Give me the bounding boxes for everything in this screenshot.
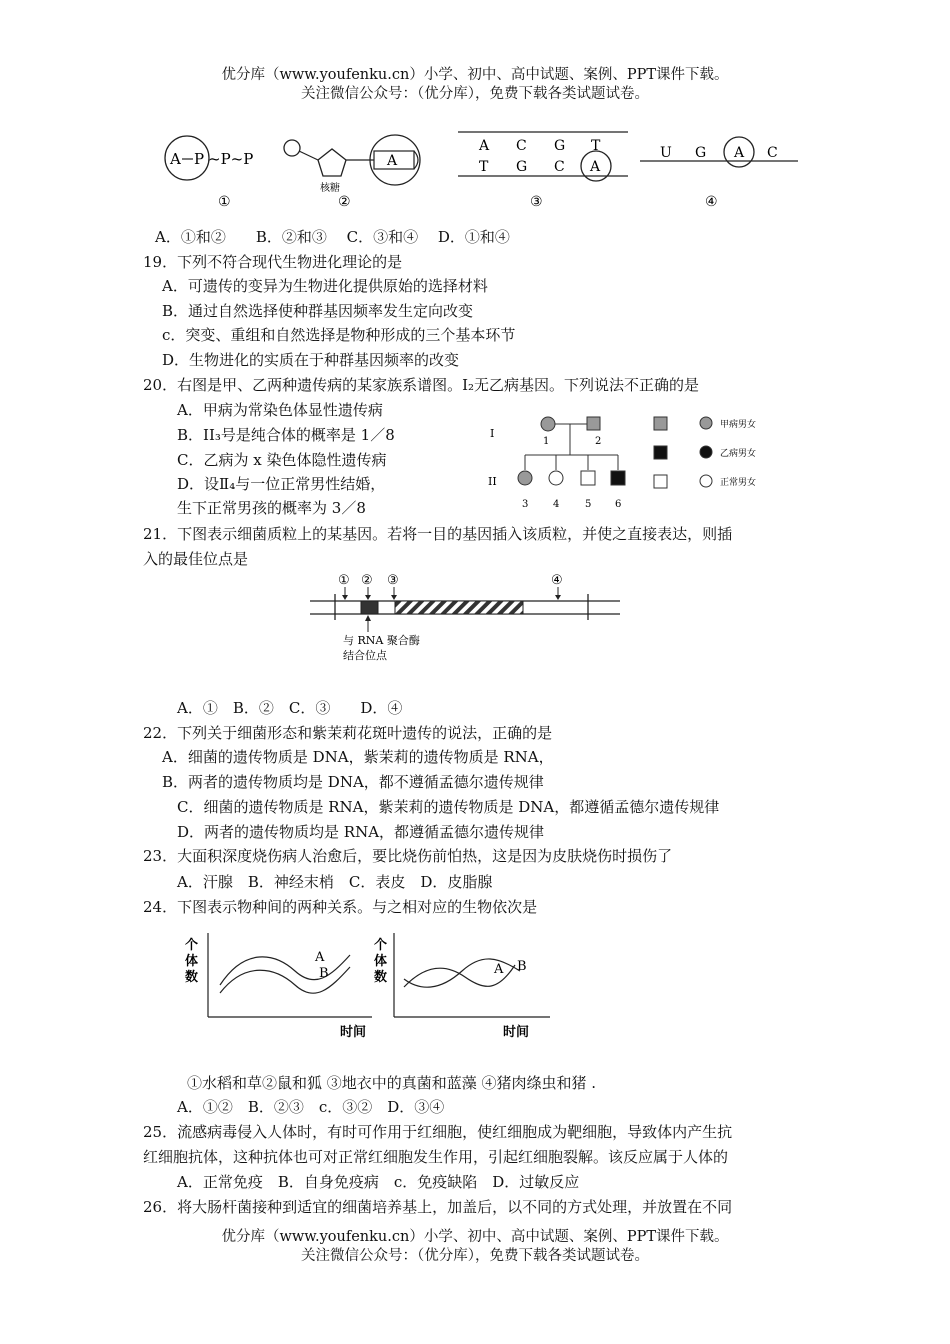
ii5-number: 5	[585, 499, 592, 510]
g1-xlabel: 时间	[340, 1025, 367, 1040]
g1-curve-b	[220, 967, 350, 993]
footer-line-2: 关注微信公众号：（优分库），免费下载各类试题试卷。	[301, 1248, 649, 1264]
gene-coding-region	[395, 601, 523, 614]
legend-normal: 正常男女	[720, 478, 757, 488]
label-3: ③	[530, 194, 543, 210]
ii3-affected-female	[518, 471, 532, 485]
dna-bottom-1: T	[479, 159, 489, 175]
q19-option-a: A．可遗传的变异为生物进化提供原始的选择材料	[162, 277, 488, 295]
ii6-number: 6	[615, 499, 622, 510]
i2-number: 2	[595, 436, 602, 447]
atp-p: P	[194, 150, 205, 168]
ii6-affected-male	[611, 471, 625, 485]
q24-curves-figure	[180, 925, 560, 1045]
ii5-normal-male	[581, 471, 595, 485]
label-4: ④	[705, 194, 718, 210]
q21-stem-line1: 21．下图表示细菌质粒上的某基因。若将一目的基因插入该质粒，并使之直接表达，则插	[143, 525, 733, 543]
g1-label-b: B	[319, 966, 329, 981]
ii3-number: 3	[522, 499, 529, 510]
site-1-mark: ①	[338, 573, 350, 588]
pedigree-chart	[480, 400, 790, 518]
q25-stem-line1: 25．流感病毒侵入人体时，有时可作用于红细胞，使红细胞成为靶细胞，导致体内产生抗	[143, 1123, 733, 1141]
q22-stem: 22．下列关于细菌形态和紫茉莉花斑叶遗传的说法，正确的是	[143, 724, 553, 742]
g2-xlabel: 时间	[503, 1025, 530, 1040]
gen-2-label: II	[488, 475, 497, 488]
q25-stem-line2: 红细胞抗体，这种抗体也可对正常红细胞发生作用，引起红细胞裂解。该反应属于人体的	[143, 1148, 729, 1166]
rna-structure	[640, 137, 798, 210]
dna-top-4: T	[591, 138, 601, 154]
q18-options: A．①和② B．②和③ C．③和④ D．①和④	[155, 228, 510, 246]
dna-bottom-2: G	[516, 159, 528, 175]
nucleotide-structure	[284, 135, 420, 210]
sugar-label: 核糖	[320, 183, 340, 194]
binding-site-label-1: 与 RNA 聚合酶	[343, 634, 420, 647]
g1-label-a: A	[315, 950, 325, 965]
dna-bottom-3: C	[554, 159, 565, 175]
g1-ylabel-3: 数	[185, 970, 199, 985]
dna-top-3: G	[554, 138, 566, 154]
q19-option-c: c．突变、重组和自然选择是物种形成的三个基本环节	[162, 326, 516, 344]
q24-items: ①水稻和草②鼠和狐 ③地衣中的真菌和蓝藻 ④猪肉绦虫和猪 .	[187, 1074, 597, 1092]
rna-2: G	[695, 145, 707, 161]
site-3-mark: ③	[387, 573, 399, 588]
q25-options: A．正常免疫 B．自身免疫病 c．免疫缺陷 D．过敏反应	[177, 1173, 580, 1191]
g2-label-b: B	[517, 959, 527, 974]
dna-structure	[458, 132, 628, 210]
q22-option-d: D．两者的遗传物质均是 RNA，都遵循孟德尔遗传规律	[177, 823, 545, 841]
g1-curve-a	[220, 955, 350, 985]
i1-number: 1	[543, 436, 550, 447]
dna-top-1: A	[479, 138, 490, 154]
legend-yi: 乙病男女	[720, 449, 757, 459]
q19-option-b: B．通过自然选择使种群基因频率发生定向改变	[162, 302, 474, 320]
g2-ylabel-2: 体	[374, 954, 388, 969]
atp-structure	[165, 136, 253, 210]
header-line-1: 优分库（www.youfenku.cn）小学、初中、高中试题、案例、PPT课件下载。	[221, 67, 729, 83]
q20-option-a: A．甲病为常染色体显性遗传病	[177, 401, 383, 419]
rna-4: C	[767, 145, 778, 161]
plasmid-gene-diagram	[305, 568, 625, 668]
q18-figure	[150, 118, 810, 218]
atp-rest: ~P~P	[208, 150, 254, 168]
i1-affected-female	[541, 417, 555, 431]
label-1: ①	[218, 194, 231, 210]
ii4-normal-female	[549, 471, 563, 485]
i2-affected-male	[587, 417, 600, 430]
dna-top-2: C	[516, 138, 527, 154]
q23-options: A．汗腺 B．神经末梢 C．表皮 D．皮脂腺	[177, 873, 493, 891]
q22-option-a: A．细菌的遗传物质是 DNA，紫茉莉的遗传物质是 RNA，	[162, 748, 554, 766]
promoter-block	[361, 601, 378, 614]
q22-option-b: B．两者的遗传物质均是 DNA，都不遵循孟德尔遗传规律	[162, 773, 544, 791]
header-line-2: 关注微信公众号：（优分库），免费下载各类试题试卷。	[301, 86, 649, 102]
rna-3: A	[734, 145, 745, 161]
q20-option-b: B．II₃号是纯合体的概率是 1／8	[177, 426, 395, 444]
legend-jia: 甲病男女	[720, 420, 757, 430]
site-4-mark: ④	[551, 573, 563, 588]
q21-options: A．① B．② C．③ D．④	[177, 699, 403, 717]
nucleotide-base-a: A	[387, 153, 398, 169]
gen-1-label: I	[490, 427, 495, 440]
site-2-mark: ②	[361, 573, 373, 588]
q20-stem: 20．右图是甲、乙两种遗传病的某家族系谱图。I₂无乙病基因。下列说法不正确的是	[143, 376, 700, 394]
q21-stem-line2: 入的最佳位点是	[143, 550, 249, 568]
q22-option-c: C．细菌的遗传物质是 RNA，紫茉莉的遗传物质是 DNA，都遵循孟德尔遗传规律	[177, 798, 720, 816]
binding-site-label-2: 结合位点	[343, 649, 387, 662]
label-2: ②	[338, 194, 351, 210]
q20-option-d-line2: 生下正常男孩的概率为 3／8	[177, 499, 366, 517]
q26-stem-line1: 26．将大肠杆菌接种到适宜的细菌培养基上，加盖后，以不同的方式处理，并放置在不同	[143, 1198, 733, 1216]
atp-a: A	[170, 150, 181, 168]
g2-ylabel-3: 数	[374, 970, 388, 985]
q20-option-d-line1: D．设Ⅱ₄与一位正常男性结婚，	[177, 475, 386, 493]
q20-option-c: C．乙病为 x 染色体隐性遗传病	[177, 451, 387, 469]
g1-ylabel-1: 个	[185, 938, 199, 953]
g2-ylabel-1: 个	[374, 938, 388, 953]
q24-options: A．①② B．②③ c．③② D．③④	[177, 1098, 445, 1116]
rna-1: U	[660, 145, 672, 161]
ii4-number: 4	[553, 499, 560, 510]
g2-label-a: A	[494, 962, 504, 977]
dna-bottom-4: A	[590, 159, 601, 175]
q23-stem: 23．大面积深度烧伤病人治愈后，要比烧伤前怕热，这是因为皮肤烧伤时损伤了	[143, 847, 673, 865]
q19-stem: 19．下列不符合现代生物进化理论的是	[143, 253, 403, 271]
footer-line-1: 优分库（www.youfenku.cn）小学、初中、高中试题、案例、PPT课件下载。	[221, 1229, 729, 1245]
q19-option-d: D．生物进化的实质在于种群基因频率的改变	[162, 351, 460, 369]
g1-ylabel-2: 体	[185, 954, 199, 969]
q24-stem: 24．下图表示物种间的两种关系。与之相对应的生物依次是	[143, 898, 538, 916]
